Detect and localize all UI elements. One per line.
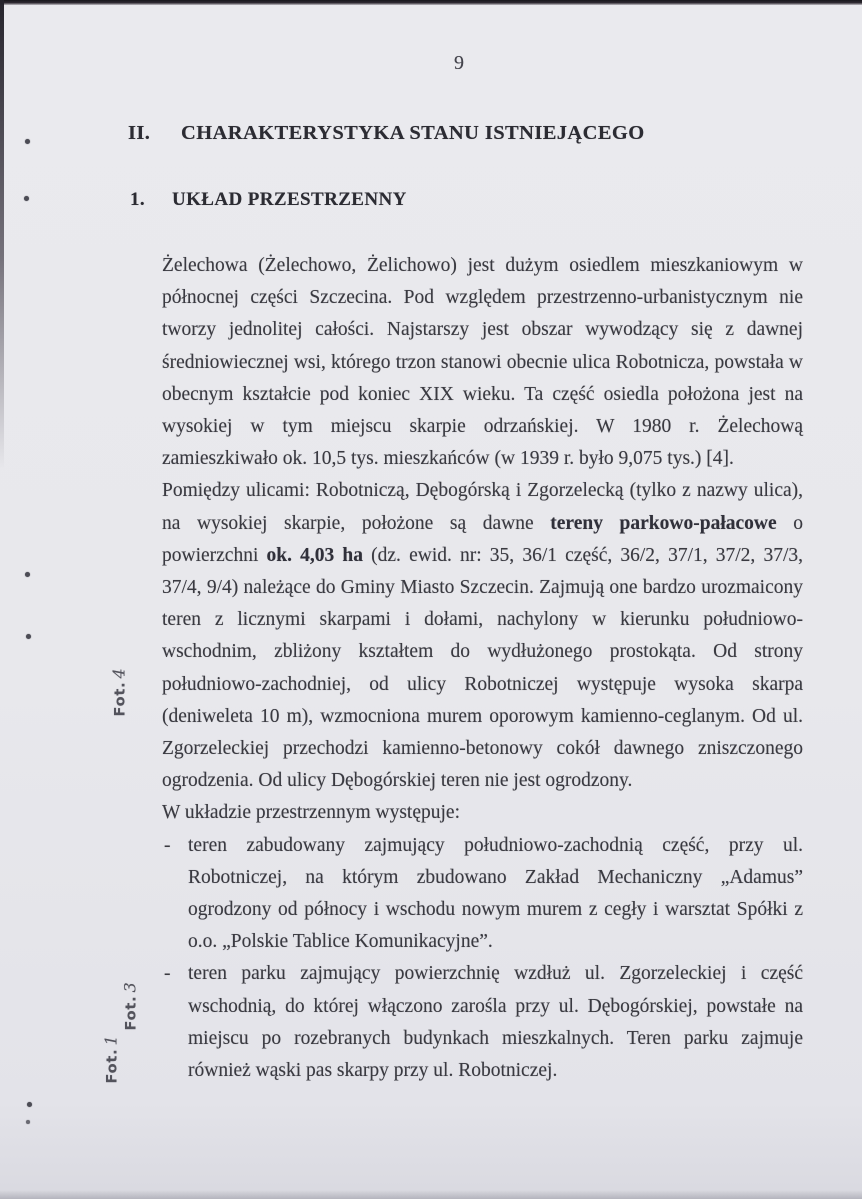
- scan-artifact-bottom-shadow: [0, 1190, 862, 1199]
- photo-ref-number: 4: [109, 667, 129, 679]
- scan-speck: [25, 572, 30, 577]
- section-title: CHARAKTERYSTYKA STANU ISTNIEJĄCEGO: [181, 122, 645, 144]
- photo-ref-annotation-3: [121, 982, 140, 1031]
- page-number: 9: [454, 52, 464, 74]
- paragraph-2-text: (dz. ewid. nr: 35, 36/1 część, 36/2, 37/1, 37/2, 37/3, 37/4, 9/4) należące do Gminy Miasto Szczecin. Zajmują one bardzo urozmaicony teren z licznymi skarpami i dołami, nachylony w kierunku południowo-wschodnim, zbliżony kształtem do wydłużonego prostokąta. Od strony południowo-zachodniej, od ulicy Robotniczej występuje wysoka skarpa (deniweleta 10 m), wzmocniona murem oporowym kamienno-ceglanym. Od ul. Zgorzeleckiej przechodzi kamienno-betonowy cokół dawnego zniszczonego ogrodzenia. Od ulicy Dębogórskiej teren nie jest ogrodzony.: [162, 544, 803, 792]
- section-heading: [128, 122, 645, 145]
- bullet-dash: -: [164, 834, 171, 856]
- list-item-text: teren zabudowany zajmujący południowo-zachodnią część, przy ul. Robotniczej, na którym zbudowano Zakład Mechaniczny „Adamus” ogrodzony od północy i wschodu nowym murem z cegły i warsztat Spółki z o.o. „Polskie Tablice Komunikacyjne”.: [188, 834, 803, 953]
- paragraph-2-bold-terrain: tereny parkowo-pałacowe: [550, 512, 777, 534]
- photo-ref-annotation-1: [102, 1035, 121, 1084]
- paragraph-1: Żelechowa (Żelechowo, Żelichowo) jest dużym osiedlem mieszkaniowym w północnej części Szczecina. Pod względem przestrzenno-urbanistycznym nie tworzy jednolitej całości. Najstarszy jest obszar wywodzący się z dawnej średniowiecznej wsi, którego trzon stanowi obecnie ulica Robotnicza, powstała w obecnym kształcie pod koniec XIX wieku. Ta część osiedla położona jest na wysokiej w tym miejscu skarpie odrzańskiej. W 1980 r. Żelechową zamieszkiwało ok. 10,5 tys. mieszkańców (w 1939 r. było 9,075 tys.) [4].: [162, 255, 803, 470]
- photo-ref-label: Fot.: [112, 681, 129, 717]
- scan-speck: [25, 139, 30, 144]
- bullet-dash: -: [164, 963, 171, 985]
- scan-speck: [26, 1120, 30, 1124]
- body-text: [162, 250, 803, 1087]
- scan-speck: [26, 634, 31, 639]
- photo-ref-annotation-4: [110, 668, 129, 717]
- subsection-heading: [130, 189, 407, 211]
- section-number: II.: [128, 122, 151, 144]
- photo-ref-number: 3: [120, 981, 140, 993]
- scan-speck: [24, 196, 29, 201]
- scan-artifact-top-edge: [0, 0, 862, 5]
- photo-ref-label: Fot.: [104, 1048, 121, 1084]
- subsection-number: 1.: [130, 189, 146, 210]
- photo-ref-number: 1: [101, 1034, 121, 1046]
- list-item-text: teren parku zajmujący powierzchnię wzdłuż ul. Zgorzeleckiej i część wschodnią, do której włączono zarośla przy ul. Dębogórskiej, powstałe na miejscu po rozebranych budynkach mieszkalnych. Teren parku zajmuje również wąski pas skarpy przy ul. Robotniczej.: [188, 963, 803, 1082]
- scan-speck: [27, 1102, 32, 1107]
- list-item: [162, 958, 803, 1087]
- paragraph-2-text: Pomiędzy ulicami: Robotniczą, Dębogórską i Zgorzelecką (tylko z nazwy ulica), na wysokiej skarpie, położone są dawne: [162, 480, 803, 534]
- paragraph-2-text: o powierzchni: [162, 512, 803, 566]
- photo-ref-label: Fot.: [123, 995, 140, 1031]
- list-intro: W układzie przestrzennym występuje:: [162, 802, 460, 824]
- list-item: [162, 830, 803, 959]
- paragraph-2: [162, 475, 803, 797]
- scan-artifact-left-edge: [0, 0, 4, 470]
- paragraph-2-bold-area: ok. 4,03 ha: [266, 544, 364, 566]
- subsection-title: UKŁAD PRZESTRZENNY: [172, 189, 407, 210]
